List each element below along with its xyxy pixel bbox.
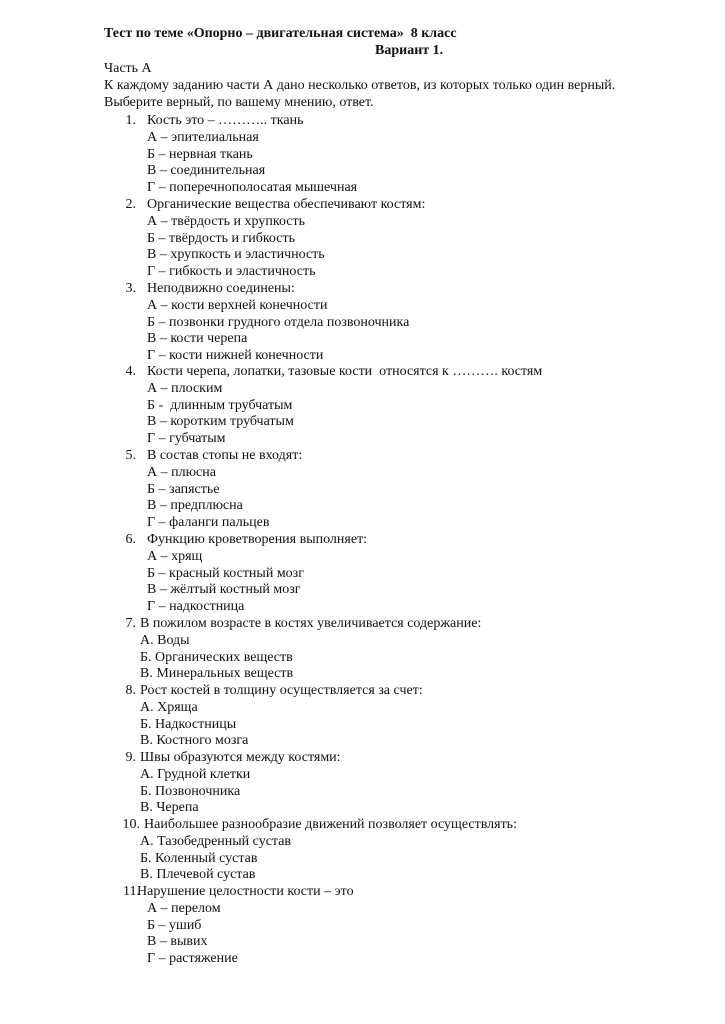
question-number: 11. — [123, 884, 140, 899]
answer-option: А – хрящ — [147, 548, 203, 564]
answer-option: В. Плечевой сустав — [140, 867, 256, 883]
answer-option: Б – запястье — [147, 481, 220, 497]
instruction-line: Выберите верный, по вашему мнению, ответ. — [104, 95, 374, 110]
question-number: 3. — [125, 281, 136, 296]
answer-option: Г – гибкость и эластичность — [147, 264, 316, 280]
answer-option: А. Воды — [140, 632, 190, 648]
instruction-line: К каждому заданию части А дано несколько ответов, из которых только один верный. — [104, 78, 616, 93]
answer-option: В – коротким трубчатым — [147, 414, 294, 430]
answer-option: А – перелом — [147, 900, 221, 916]
answer-option: А. Хряща — [140, 699, 198, 715]
answer-option: А – кости верхней конечности — [147, 297, 328, 313]
question-number: 10. — [122, 817, 140, 832]
answer-option: Г – надкостница — [147, 599, 245, 615]
question-text: Неподвижно соединены: — [147, 281, 295, 296]
question — [0, 196, 725, 213]
question-number: 1. — [125, 113, 136, 128]
answer-option: В – хрупкость и эластичность — [147, 247, 325, 263]
answer-option: Б - длинным трубчатым — [147, 397, 293, 413]
answer-option: Г – кости нижней конечности — [147, 348, 324, 364]
answer-option: А – эпителиальная — [147, 129, 259, 145]
answer-option: А – плюсна — [147, 464, 216, 480]
answer-option: А. Грудной клетки — [140, 766, 251, 782]
answer-option: Г – фаланги пальцев — [147, 515, 270, 531]
question-text: В состав стопы не входят: — [147, 448, 303, 463]
answer-option: Б. Коленный сустав — [140, 850, 258, 866]
answer-option: В – жёлтый костный мозг — [147, 582, 301, 598]
answer-option: Б – ушиб — [147, 917, 202, 933]
answer-option: Б. Органических веществ — [140, 649, 293, 665]
answer-option: А – твёрдость и хрупкость — [147, 213, 306, 229]
question-text: Кость это – ……….. ткань — [147, 113, 304, 128]
answer-option: А – плоским — [147, 380, 223, 396]
question — [0, 363, 725, 380]
answer-option: В – соединительная — [147, 163, 266, 179]
answer-option: Г – растяжение — [147, 951, 238, 967]
answer-option: Г – поперечнополосатая мышечная — [147, 180, 358, 196]
question-text: Кости черепа, лопатки, тазовые кости относятся к ………. костям — [147, 364, 543, 379]
question — [0, 615, 725, 632]
question-number: 6. — [125, 532, 136, 547]
question-text: Нарушение целостности кости – это — [137, 884, 354, 899]
answer-option: В. Черепа — [140, 800, 199, 816]
answer-option: А. Тазобедренный сустав — [140, 833, 292, 849]
question-text: Органические вещества обеспечивают костям: — [147, 197, 426, 212]
question-text: Наибольшее разнообразие движений позволяет осуществлять: — [144, 817, 517, 832]
question-number: 9. — [125, 750, 136, 765]
answer-option: Б – нервная ткань — [147, 146, 253, 162]
question-number: 2. — [125, 197, 136, 212]
answer-option: В – кости черепа — [147, 331, 248, 347]
answer-option: Б. Надкостницы — [140, 716, 237, 732]
answer-option: В. Минеральных веществ — [140, 666, 294, 682]
question — [0, 112, 725, 129]
question-text: Швы образуются между костями: — [140, 750, 341, 765]
part-label: Часть А — [104, 61, 152, 76]
answer-option: В – предплюсна — [147, 498, 243, 514]
question-number: 7. — [125, 616, 136, 631]
question — [0, 531, 725, 548]
question — [0, 749, 725, 766]
instructions — [104, 77, 664, 111]
question — [0, 447, 725, 464]
question — [0, 280, 725, 297]
variant-label: Вариант 1. — [375, 43, 444, 58]
question-text: Функцию кроветворения выполняет: — [147, 532, 368, 547]
question-text: В пожилом возрасте в костях увеличивается содержание: — [140, 616, 482, 631]
answer-option: В – вывих — [147, 934, 208, 950]
page-title: Тест по теме «Опорно – двигательная система» 8 класс — [104, 26, 457, 41]
question-number: 8. — [125, 683, 136, 698]
question-number: 5. — [125, 448, 136, 463]
question — [0, 816, 725, 833]
question — [0, 883, 725, 900]
answer-option: Г – губчатым — [147, 431, 226, 447]
answer-option: Б. Позвоночника — [140, 783, 241, 799]
answer-option: Б – твёрдость и гибкость — [147, 230, 295, 246]
question-number: 4. — [125, 364, 136, 379]
answer-option: Б – красный костный мозг — [147, 565, 304, 581]
answer-option: Б – позвонки грудного отдела позвоночника — [147, 314, 410, 330]
question — [0, 682, 725, 699]
answer-option: В. Костного мозга — [140, 733, 249, 749]
question-text: Рост костей в толщину осуществляется за счет: — [140, 683, 423, 698]
